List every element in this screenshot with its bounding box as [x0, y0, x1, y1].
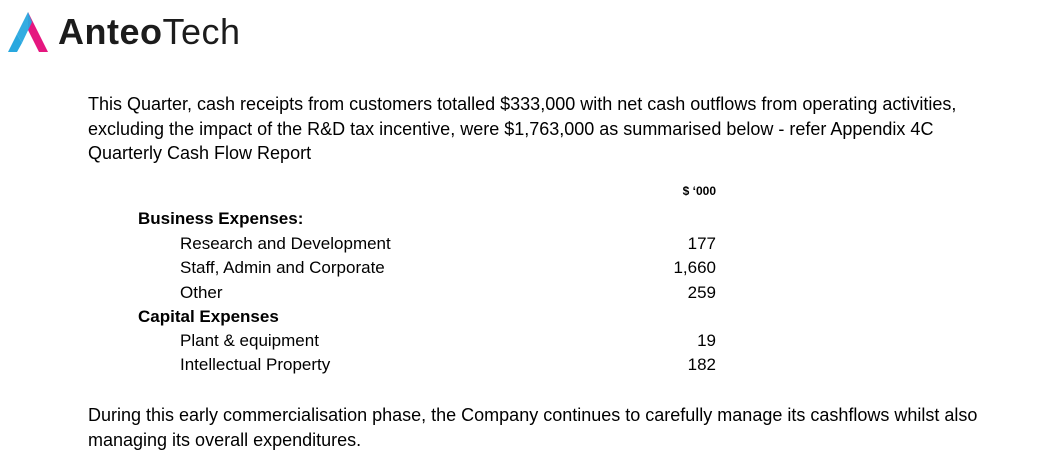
expense-row-plant — [138, 329, 716, 353]
anteotech-logo-icon — [6, 10, 50, 54]
unit-header: $ ‘000 — [682, 184, 716, 198]
expense-label: Intellectual Property — [180, 355, 331, 374]
expense-value: 1,660 — [673, 258, 716, 277]
anteotech-logo — [6, 10, 241, 54]
expense-value: 182 — [687, 355, 716, 374]
expense-label: Other — [180, 283, 223, 302]
expense-value: 19 — [697, 331, 716, 350]
intro-paragraph: This Quarter, cash receipts from customers totalled $333,000 with net cash outflows from operating activities, excluding the impact of the R&D tax incentive, were $1,763,000 as summarised below - refer Appendix 4C Quarterly Cash Flow Report — [88, 94, 957, 163]
expense-label: Staff, Admin and Corporate — [180, 258, 385, 277]
expense-value: 177 — [687, 234, 716, 253]
capital-expenses-header — [138, 305, 716, 329]
expense-row-ip — [138, 353, 716, 377]
brand-name-bold: Anteo — [58, 11, 163, 52]
expense-row-rd — [138, 232, 716, 256]
expense-label: Research and Development — [180, 234, 391, 253]
expense-row-other — [138, 281, 716, 305]
capital-expenses-label: Capital Expenses — [138, 307, 279, 326]
expense-label: Plant & equipment — [180, 331, 319, 350]
business-expenses-label: Business Expenses: — [138, 209, 304, 228]
brand-name — [58, 10, 241, 54]
closing-paragraph: During this early commercialisation phase, the Company continues to carefully manage its cashflows whilst also managing its overall expenditures. — [88, 405, 978, 450]
brand-name-regular: Tech — [162, 11, 241, 52]
expense-value: 259 — [687, 283, 716, 302]
business-expenses-header — [138, 207, 716, 231]
expense-row-staff — [138, 256, 716, 280]
